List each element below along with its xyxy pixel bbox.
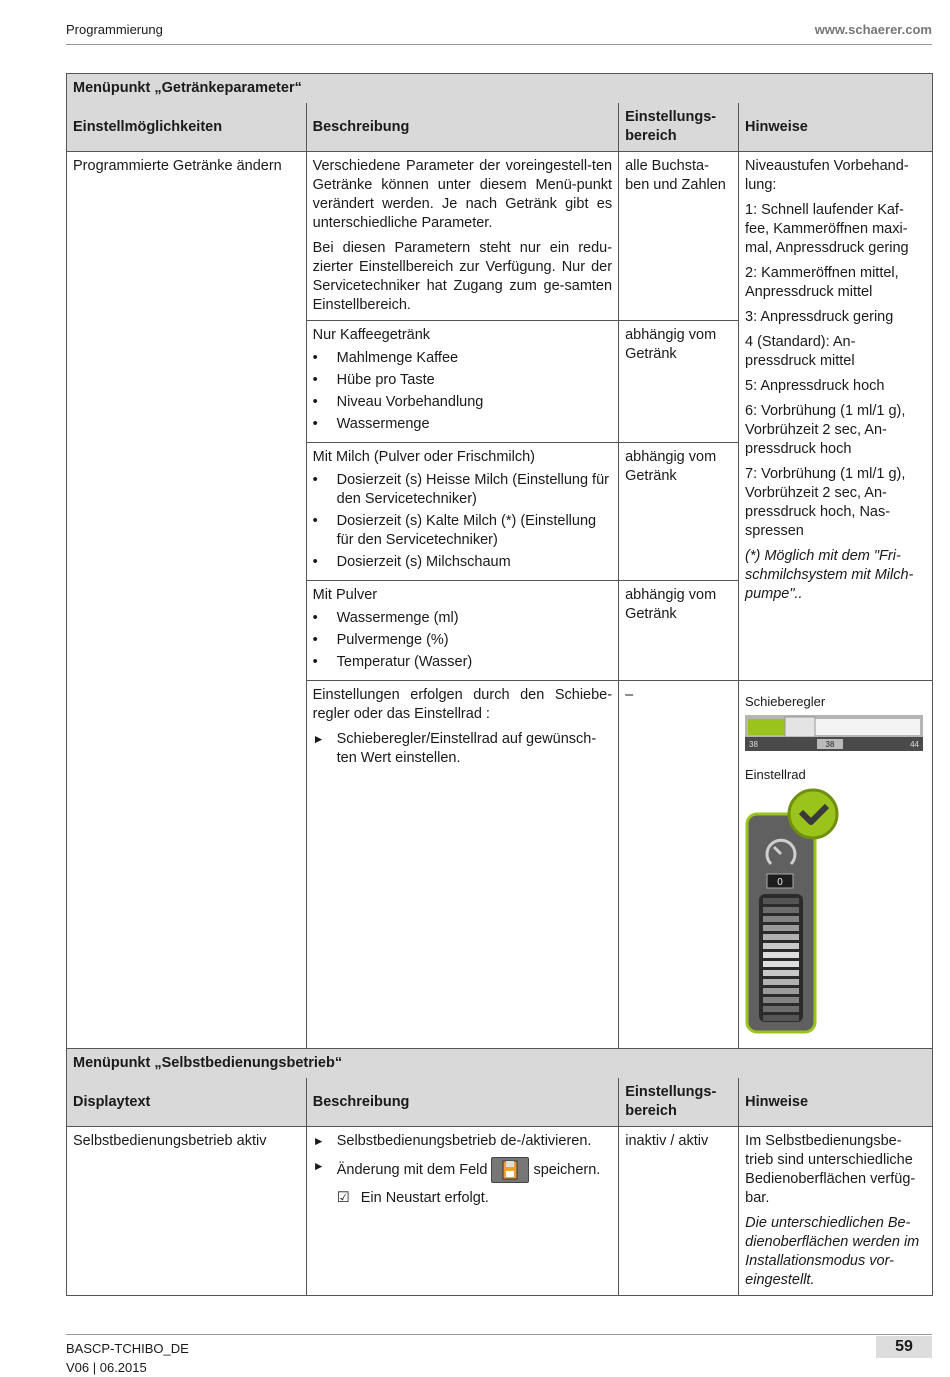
dial-caption: Einstellrad xyxy=(745,767,806,782)
notes-cell xyxy=(739,681,933,1050)
slider-caption: Schieberegler xyxy=(745,694,826,709)
column-header: Einstellungs-bereich xyxy=(619,1078,739,1127)
list-item: • Niveau Vorbehandlung xyxy=(313,393,612,412)
step-text: Änderung mit dem Feld xyxy=(336,1161,488,1178)
range-cell: alle Buchsta-ben und Zahlen xyxy=(619,152,739,321)
slider-max-label: 44 xyxy=(910,740,919,749)
displaytext-cell: Selbstbedienungsbetrieb aktiv xyxy=(67,1127,307,1296)
slider-illustration xyxy=(745,715,923,751)
note-item: 2: Kammeröffnen mittel, Anpressdruck mittel xyxy=(745,265,899,300)
parameter-list xyxy=(313,609,612,672)
column-header: Displaytext xyxy=(67,1078,307,1127)
option-cell: Programmierte Getränke ändern xyxy=(67,152,307,1050)
range-cell: – xyxy=(619,681,739,1050)
instruction-step: ► Selbstbedienungsbetrieb de-/aktivieren. xyxy=(313,1132,613,1151)
description-cell xyxy=(306,681,618,1050)
wheel-ridge xyxy=(763,943,799,949)
description-cell xyxy=(306,581,618,681)
note-item: 1: Schnell laufender Kaf-fee, Kammeröffnen maxi-mal, Anpressdruck gering xyxy=(745,202,909,256)
wheel-ridge xyxy=(763,1015,799,1021)
note-text: Im Selbstbedienungsbe-trieb sind unterschiedliche Bedienoberflächen verfüg-bar. xyxy=(745,1133,916,1206)
note-item: 7: Vorbrühung (1 ml/1 g), Vorbrühzeit 2 sec, An-pressdruck hoch, Nas-spressen xyxy=(745,466,906,539)
table-title: Menüpunkt „Selbstbedienungsbetrieb“ xyxy=(67,1049,933,1079)
dial-value-label: 0 xyxy=(777,877,783,888)
wheel-ridge xyxy=(763,916,799,922)
running-header-website: www.schaerer.com xyxy=(814,22,932,37)
range-cell: abhängig vom Getränk xyxy=(619,581,739,681)
column-header: Hinweise xyxy=(739,103,933,152)
save-icon xyxy=(491,1157,529,1183)
note-item: 5: Anpressdruck hoch xyxy=(745,378,885,394)
note-footnote: (*) Möglich mit dem "Fri-schmilchsystem mit Milch-pumpe".. xyxy=(745,548,914,602)
list-item: • Temperatur (Wasser) xyxy=(313,653,612,672)
list-item: • Mahlmenge Kaffee xyxy=(313,349,612,368)
description-cell xyxy=(306,321,618,443)
doc-version: V06 | 06.2015 xyxy=(66,1360,147,1375)
notes-intro: Niveaustufen Vorbehand-lung: xyxy=(745,158,909,193)
page-number: 59 xyxy=(876,1336,932,1358)
note-item: 6: Vorbrühung (1 ml/1 g), Vorbrühzeit 2 sec, An-pressdruck hoch xyxy=(745,403,906,457)
description-text: Einstellungen erfolgen durch den Schiebe-regler oder das Einstellrad : xyxy=(312,687,613,722)
confirm-check-icon xyxy=(789,790,837,838)
column-header: Einstellungs-bereich xyxy=(619,103,739,152)
slider-min-label: 38 xyxy=(749,740,758,749)
list-item: • Dosierzeit (s) Heisse Milch (Einstellung für den Servicetechniker) xyxy=(313,471,612,509)
range-cell: inaktiv / aktiv xyxy=(619,1127,739,1296)
list-item: • Dosierzeit (s) Milchschaum xyxy=(313,553,612,572)
column-header: Einstellmöglichkeiten xyxy=(67,103,307,152)
column-header: Hinweise xyxy=(739,1078,933,1127)
step-text: speichern. xyxy=(533,1161,601,1178)
wheel-ridge xyxy=(763,934,799,940)
range-cell: abhängig vom Getränk xyxy=(619,443,739,581)
header-divider xyxy=(66,44,932,45)
wheel-ridge xyxy=(763,988,799,994)
list-item: • Pulvermenge (%) xyxy=(313,631,612,650)
group-title: Mit Milch (Pulver oder Frischmilch) xyxy=(312,449,535,465)
description-cell xyxy=(306,443,618,581)
instruction-step: ► Schieberegler/Einstellrad auf gewünsch-ten Wert einstellen. xyxy=(313,730,612,768)
wheel-ridge xyxy=(763,997,799,1003)
description-text: Bei diesen Parametern steht nur ein redu-zierter Einstellbereich zur Verfügung. Nur der Servicetechniker hat Zugang zum ge-samten Einstellbereich. xyxy=(312,240,613,313)
notes-cell xyxy=(739,1127,933,1296)
list-item: • Dosierzeit (s) Kalte Milch (*) (Einstellung für den Servicetechniker) xyxy=(313,512,612,550)
column-header: Beschreibung xyxy=(306,103,618,152)
range-cell: abhängig vom Getränk xyxy=(619,321,739,443)
slider-knob xyxy=(785,717,815,737)
column-header: Beschreibung xyxy=(306,1078,619,1127)
doc-id: BASCP-TCHIBO_DE xyxy=(66,1341,189,1356)
table-title: Menüpunkt „Getränkeparameter“ xyxy=(67,74,933,104)
selbstbedienungsbetrieb-table xyxy=(66,1048,933,1296)
wheel-ridge xyxy=(763,961,799,967)
slider-value-label: 38 xyxy=(825,740,835,749)
running-header-section: Programmierung xyxy=(66,22,163,37)
list-item: • Wassermenge (ml) xyxy=(313,609,612,628)
result-line: ☑ Ein Neustart erfolgt. xyxy=(313,1189,613,1208)
wheel-ridge xyxy=(763,979,799,985)
group-title: Mit Pulver xyxy=(312,587,378,603)
instruction-step xyxy=(313,1157,613,1183)
wheel-ridge xyxy=(763,907,799,913)
description-text: Verschiedene Parameter der voreingestell-ten Getränke können unter diesem Menü-punkt verändert werden. Je nach Getränk gibt es unterschiedliche Parameter. xyxy=(312,158,613,231)
dial-illustration xyxy=(745,788,843,1038)
wheel-ridge xyxy=(763,925,799,931)
parameter-list xyxy=(313,471,612,572)
note-item: 3: Anpressdruck gering xyxy=(745,309,894,325)
list-item: • Hübe pro Taste xyxy=(313,371,612,390)
parameter-list xyxy=(313,349,612,434)
wheel-ridge xyxy=(763,952,799,958)
wheel-ridge xyxy=(763,1006,799,1012)
group-title: Nur Kaffeegetränk xyxy=(312,327,431,343)
description-cell xyxy=(306,1127,619,1296)
wheel-ridge xyxy=(763,898,799,904)
wheel-ridge xyxy=(763,970,799,976)
description-cell xyxy=(306,152,618,321)
getraenkeparameter-table xyxy=(66,73,933,1050)
notes-cell xyxy=(739,152,933,681)
list-item: • Wassermenge xyxy=(313,415,612,434)
note-text: Die unterschiedlichen Be-dienoberflächen werden im Installationsmodus vor-eingestellt. xyxy=(745,1215,920,1288)
footer-divider xyxy=(66,1334,932,1335)
note-item: 4 (Standard): An-pressdruck mittel xyxy=(745,334,856,369)
footer-info xyxy=(66,1339,189,1377)
